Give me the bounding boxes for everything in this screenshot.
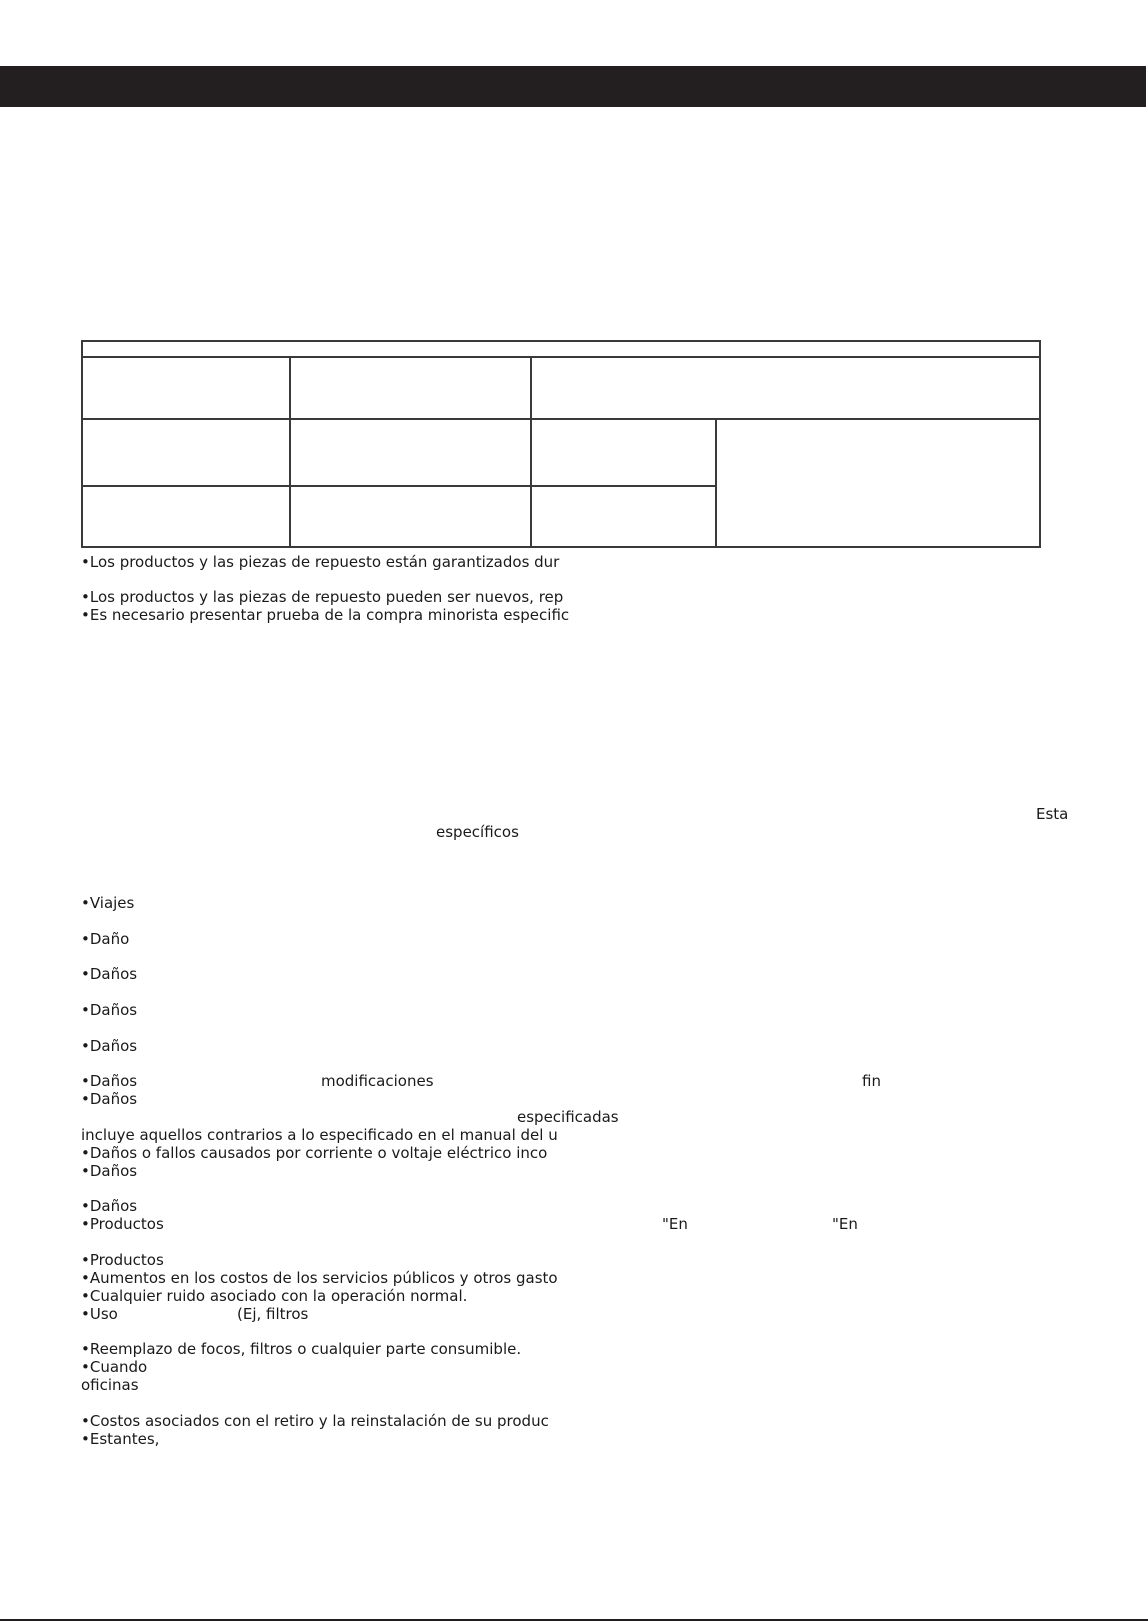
table-row-divider bbox=[81, 485, 717, 487]
exclusion-item: •Cualquier ruido asociado con la operación normal. bbox=[81, 1287, 468, 1305]
exclusion-item: oficinas bbox=[81, 1376, 139, 1394]
exclusion-item: •Aumentos en los costos de los servicios públicos y otros gasto bbox=[81, 1269, 558, 1287]
exclusion-item: •Daños bbox=[81, 1037, 138, 1055]
exclusion-item: •Uso bbox=[81, 1305, 118, 1323]
exclusion-item: •Cuando bbox=[81, 1358, 148, 1376]
table-row-divider bbox=[81, 356, 1041, 358]
header-bar bbox=[0, 66, 1146, 107]
exclusion-item: •Productos bbox=[81, 1251, 164, 1269]
warranty-table-border bbox=[81, 340, 1041, 548]
exclusion-item: •Daños bbox=[81, 1162, 138, 1180]
exclusion-item: •Daños bbox=[81, 1001, 138, 1019]
table-col-divider bbox=[530, 356, 532, 548]
table-col-divider bbox=[289, 356, 291, 548]
exclusion-item: •Daños bbox=[81, 1090, 138, 1108]
rights-text-fragment: Esta bbox=[1036, 805, 1069, 823]
exclusion-item: incluye aquellos contrarios a lo especificado en el manual del u bbox=[81, 1126, 558, 1144]
exclusion-item: •Estantes, bbox=[81, 1430, 160, 1448]
exclusion-item: •Daños o fallos causados por corriente o voltaje eléctrico inco bbox=[81, 1144, 548, 1162]
exclusion-fragment: especificadas bbox=[517, 1108, 619, 1126]
exclusion-item: •Reemplazo de focos, filtros o cualquier parte consumible. bbox=[81, 1340, 522, 1358]
exclusion-item: •Productos bbox=[81, 1215, 164, 1233]
exclusion-item: •Viajes bbox=[81, 894, 135, 912]
exclusion-fragment: "En bbox=[832, 1215, 858, 1233]
exclusion-item: •Daños bbox=[81, 1072, 138, 1090]
coverage-note: •Es necesario presentar prueba de la compra minorista especific bbox=[81, 606, 570, 624]
exclusion-item: •Costos asociados con el retiro y la reinstalación de su produc bbox=[81, 1412, 549, 1430]
coverage-note: •Los productos y las piezas de repuesto están garantizados dur bbox=[81, 553, 560, 571]
coverage-note: •Los productos y las piezas de repuesto pueden ser nuevos, rep bbox=[81, 588, 564, 606]
exclusion-fragment: "En bbox=[662, 1215, 688, 1233]
exclusion-fragment: modificaciones bbox=[321, 1072, 434, 1090]
exclusion-fragment: fin bbox=[862, 1072, 881, 1090]
exclusion-fragment: (Ej, filtros bbox=[237, 1305, 309, 1323]
table-col-divider bbox=[715, 418, 717, 548]
exclusion-item: •Daños bbox=[81, 1197, 138, 1215]
table-row-divider bbox=[81, 418, 1041, 420]
rights-text-fragment: específicos bbox=[436, 823, 519, 841]
exclusion-item: •Daño bbox=[81, 930, 130, 948]
exclusion-item: •Daños bbox=[81, 965, 138, 983]
